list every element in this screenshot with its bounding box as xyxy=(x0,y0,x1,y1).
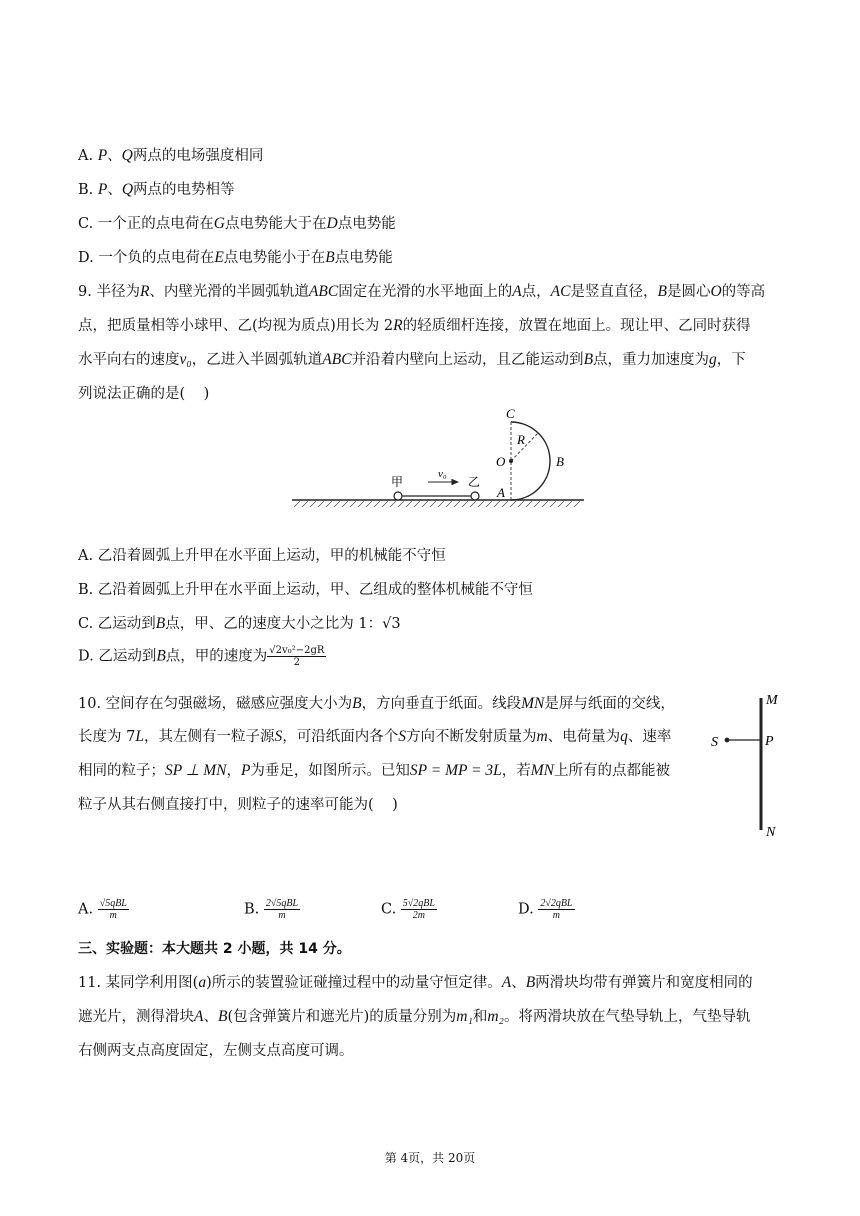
ball-jia xyxy=(394,492,402,500)
q10-stem-line-4: 粒子从其右侧直接打中，则粒子的速率可能为( ) xyxy=(78,797,398,813)
q8-option-d: D. 一个负的点电荷在E点电势能小于在B点电势能 xyxy=(78,249,393,266)
label-s: S xyxy=(711,735,718,750)
q8-option-b: B. P、Q两点的电势相等 xyxy=(78,181,235,198)
label-jia: 甲 xyxy=(391,475,404,489)
label-v0: v₀ xyxy=(438,468,447,480)
page-footer: 第 4页，共 20页 xyxy=(384,1151,476,1165)
label-b: B xyxy=(556,454,564,469)
label-c: C xyxy=(506,406,515,421)
center-o-dot xyxy=(509,459,513,463)
q9-stem-line-3: 水平向右的速度v₀，乙进入半圆弧轨道ABC并沿着内壁向上运动，且乙能运动到B点，重力加速度为g，下 xyxy=(78,351,746,368)
ball-yi xyxy=(471,492,479,500)
q9-stem-line-4: 列说法正确的是( ) xyxy=(78,386,210,402)
q9-d-fraction: $\frac{\text{√2v₀²−2gR}}{2}$ xyxy=(269,645,325,668)
label-yi: 乙 xyxy=(468,475,481,489)
q10-screen-figure xyxy=(704,684,794,844)
q10-stem-line-2: 长度为 7L，其左侧有一粒子源S，可沿纸面内各个S方向不断发射质量为m、电荷量为q、速率 xyxy=(78,728,672,745)
label-n: N xyxy=(766,825,776,840)
q9-option-b: B. 乙沿着圆弧上升甲在水平面上运动，甲、乙组成的整体机械能不守恒 xyxy=(78,582,533,598)
q10-stem-line-3: 相同的粒子；SP ⊥ MN，P为垂足，如图所示。已知SP = MP = 3L，若MN上所有的点都能被 xyxy=(78,762,670,779)
q8-option-a: A. P、Q两点的电场强度相同 xyxy=(78,147,264,164)
label-m: M xyxy=(766,693,778,708)
q10-stem-line-1: 10. 空间存在匀强磁场，磁感应强度大小为B，方向垂直于纸面。线段MN是屏与纸面的交线， xyxy=(78,695,675,712)
q10-option-c: C. $\frac{\text{5√2qBL}}{2m}$ xyxy=(381,898,435,921)
q9-stem-line-1: 9. 半径为R、内壁光滑的半圆弧轨道ABC固定在光滑的水平地面上的A点，AC是竖直直径，B是圆心O的等高 xyxy=(78,283,766,300)
q9-option-d: D. 乙运动到B点，甲的速度为 $\frac{\text{√2v₀²−2gR}}{2}$ xyxy=(78,645,325,668)
label-r: R xyxy=(517,432,525,447)
source-s-dot xyxy=(725,738,730,743)
q9-option-c: C. 乙运动到B点，甲、乙的速度大小之比为 1：√3 xyxy=(78,615,401,632)
section-heading: 三、实验题：本大题共 2 小题，共 14 分。 xyxy=(78,941,351,957)
q9-stem-line-2: 点，把质量相等小球甲、乙(均视为质点)用长为 2R的轻质细杆连接，放置在地面上。现让甲、乙同时获得 xyxy=(78,317,751,334)
q11-line-1: 11. 某同学利用图(a)所示的装置验证碰撞过程中的动量守恒定律。A、B两滑块均带有弹簧片和宽度相同的 xyxy=(78,974,753,991)
label-p: P xyxy=(765,734,774,749)
q10-option-b: B. $\frac{\text{2√5qBL}}{m}$ xyxy=(244,898,299,921)
q11-line-2: 遮光片，测得滑块A、B(包含弹簧片和遮光片)的质量分别为m₁和m₂。将两滑块放在气垫导轨上，气垫导轨 xyxy=(78,1008,751,1025)
q9-option-a: A. 乙沿着圆弧上升甲在水平面上运动，甲的机械能不守恒 xyxy=(78,548,446,564)
label-o: O xyxy=(496,454,506,469)
ground-hatching xyxy=(294,501,580,507)
q10-option-a: A. $\frac{\text{√5qBL}}{m}$ xyxy=(78,898,127,921)
q9-track-figure xyxy=(288,402,588,514)
q10-option-d: D. $\frac{\text{2√2qBL}}{m}$ xyxy=(518,898,573,921)
q11-line-3: 右侧两支点高度固定，左侧支点高度可调。 xyxy=(78,1043,354,1059)
q8-option-c: C. 一个正的点电荷在G点电势能大于在D点电势能 xyxy=(78,215,396,232)
label-a: A xyxy=(497,485,505,500)
